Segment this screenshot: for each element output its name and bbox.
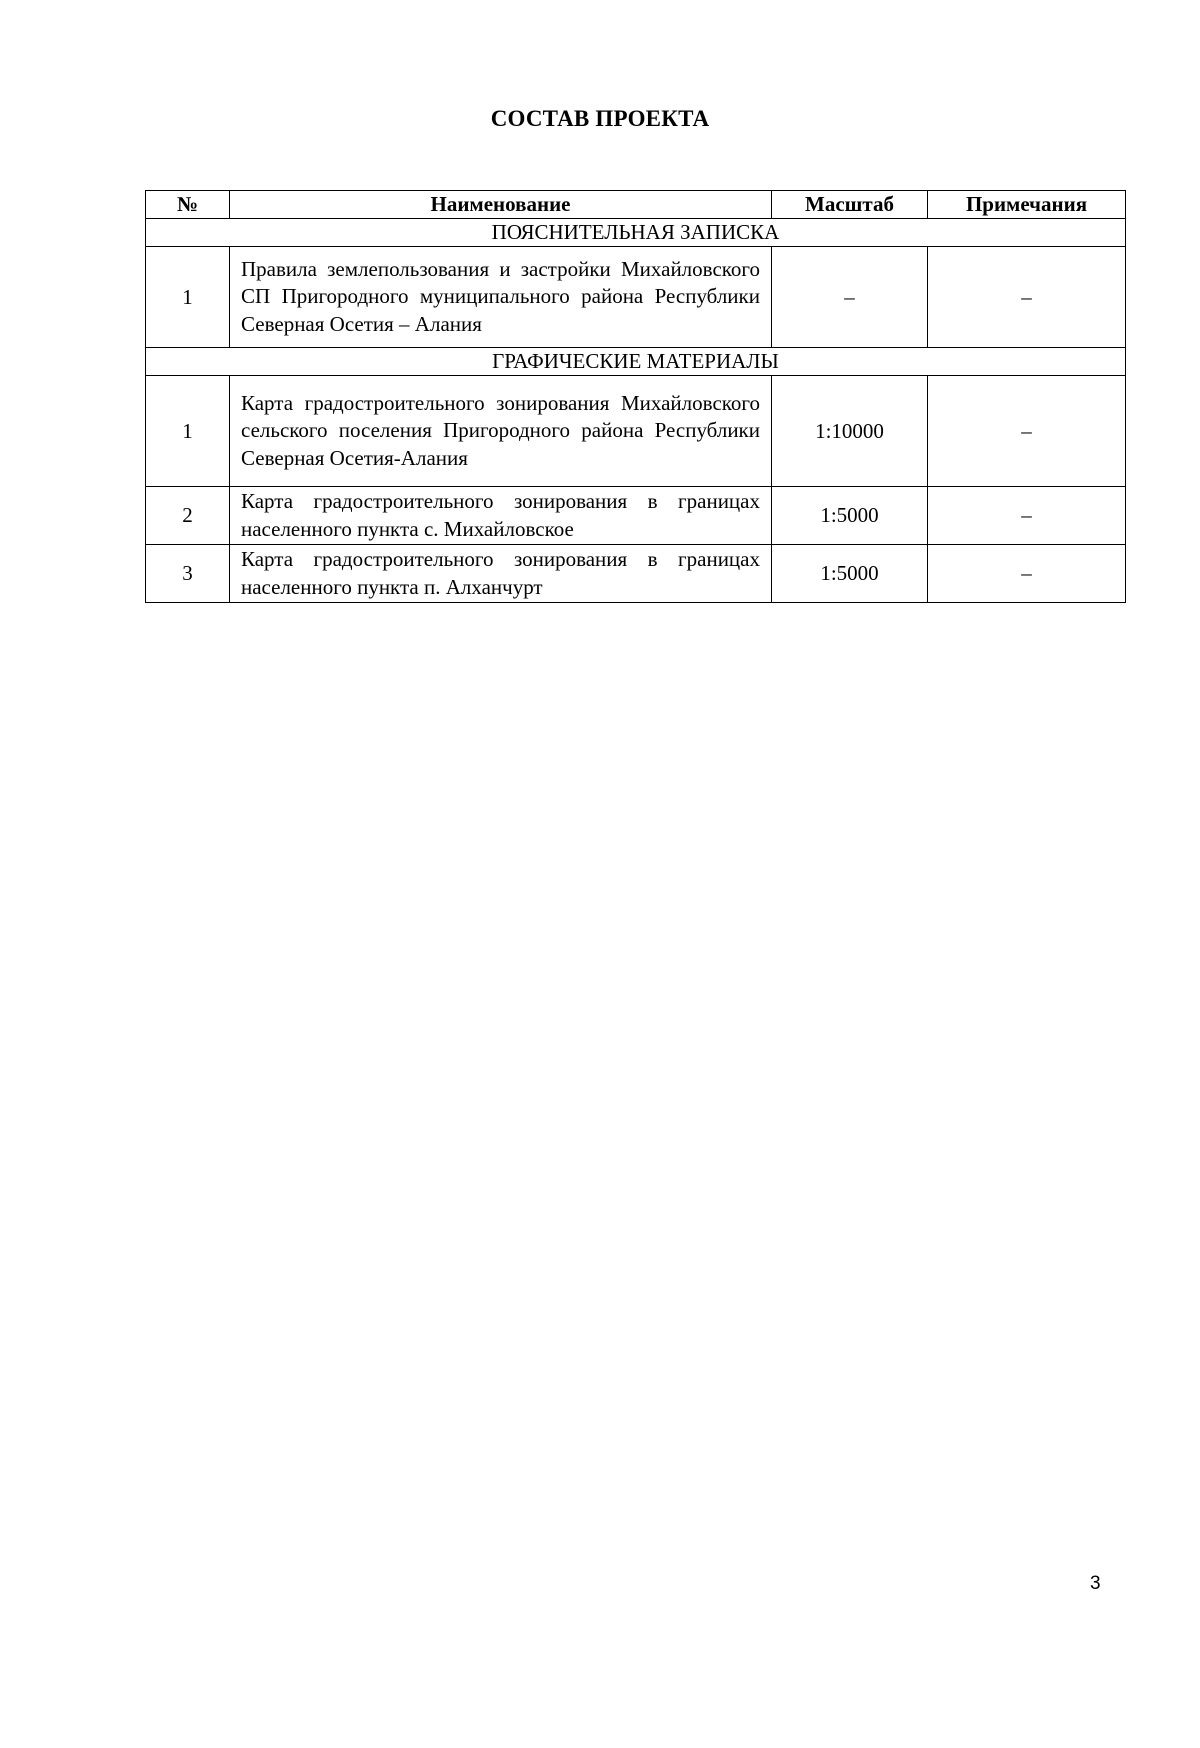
- row-notes: –: [928, 376, 1126, 487]
- row-name: Карта градостроительного зонирования Михайловского сельского поселения Пригородного района Республики Северная Осетия-Алания: [230, 376, 772, 487]
- section-title: ПОЯСНИТЕЛЬНАЯ ЗАПИСКА: [146, 219, 1126, 247]
- row-num: 2: [146, 487, 230, 545]
- row-scale: 1:5000: [772, 487, 928, 545]
- header-name: Наименование: [230, 191, 772, 219]
- row-num: 1: [146, 247, 230, 348]
- row-notes: –: [928, 247, 1126, 348]
- table-row: [146, 376, 1126, 487]
- row-num: 1: [146, 376, 230, 487]
- row-scale: 1:10000: [772, 376, 928, 487]
- table-row: [146, 487, 1126, 545]
- page-title: СОСТАВ ПРОЕКТА: [490, 106, 710, 131]
- page-number: 3: [1090, 1573, 1101, 1594]
- row-notes: –: [928, 487, 1126, 545]
- row-name: Правила землепользования и застройки Михайловского СП Пригородного муниципального района Республики Северная Осетия – Алания: [230, 247, 772, 348]
- row-num: 3: [146, 545, 230, 603]
- row-name: Карта градостроительного зонирования в границах населенного пункта п. Алханчурт: [230, 545, 772, 603]
- header-num: №: [146, 191, 230, 219]
- row-scale: –: [772, 247, 928, 348]
- section-row-explanatory-note: [146, 219, 1126, 247]
- project-composition-table: [145, 190, 1126, 603]
- row-name: Карта градостроительного зонирования в границах населенного пункта с. Михайловское: [230, 487, 772, 545]
- table-row: [146, 247, 1126, 348]
- row-notes: –: [928, 545, 1126, 603]
- header-scale: Масштаб: [772, 191, 928, 219]
- table-row: [146, 545, 1126, 603]
- section-row-graphic-materials: [146, 348, 1126, 376]
- table-header-row: [146, 191, 1126, 219]
- header-notes: Примечания: [928, 191, 1126, 219]
- row-scale: 1:5000: [772, 545, 928, 603]
- section-title: ГРАФИЧЕСКИЕ МАТЕРИАЛЫ: [146, 348, 1126, 376]
